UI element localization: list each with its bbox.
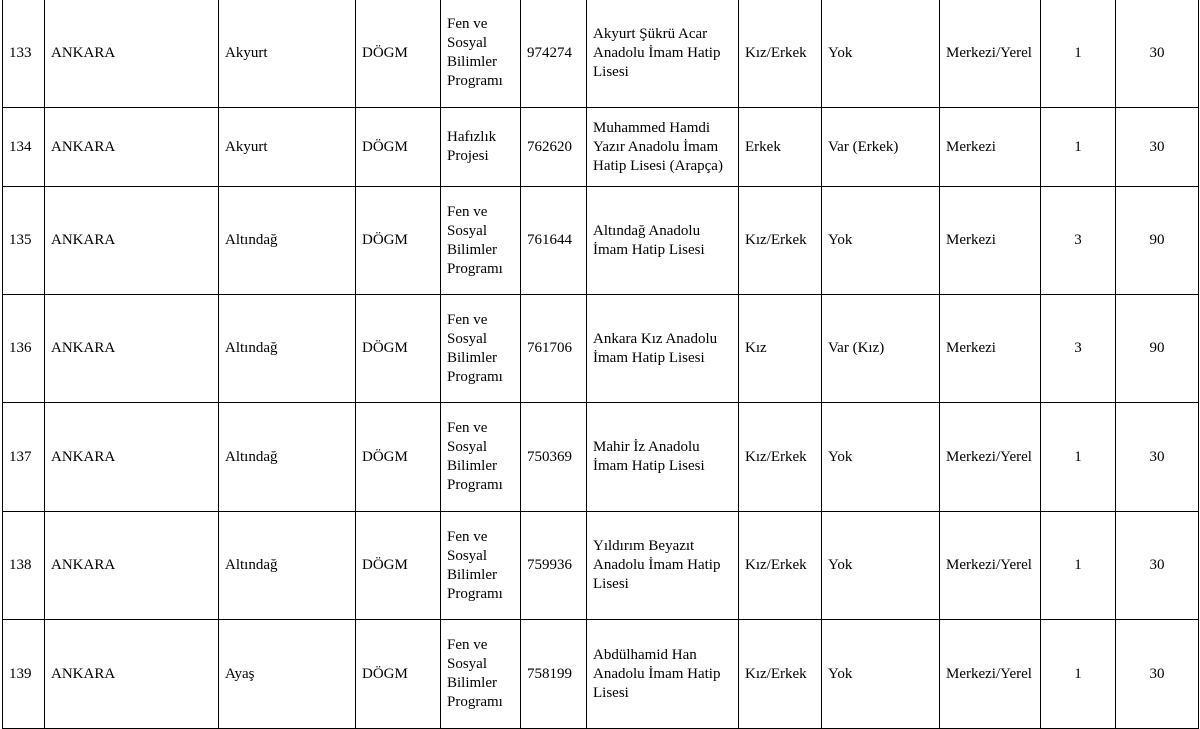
district-cell: Akyurt: [219, 108, 356, 187]
school-name-cell: Abdülhamid Han Anadolu İmam Hatip Lisesi: [587, 620, 739, 729]
school-name-cell: Altındağ Anadolu İmam Hatip Lisesi: [587, 187, 739, 295]
province-cell: ANKARA: [45, 295, 219, 403]
row-number: 138: [3, 512, 45, 620]
school-name-cell: Ankara Kız Anadolu İmam Hatip Lisesi: [587, 295, 739, 403]
school-name-cell: Muhammed Hamdi Yazır Anadolu İmam Hatip Lisesi (Arapça): [587, 108, 739, 187]
school-name-cell: Yıldırım Beyazıt Anadolu İmam Hatip Lisesi: [587, 512, 739, 620]
table-row: [3, 187, 1199, 295]
quota-cell: 30: [1116, 108, 1199, 187]
quota-cell: 30: [1116, 403, 1199, 512]
dormitory-cell: Yok: [822, 512, 940, 620]
unit-cell: DÖGM: [356, 403, 441, 512]
quota-cell: 30: [1116, 512, 1199, 620]
program-cell: Fen ve Sosyal Bilimler Programı: [441, 403, 521, 512]
quota-cell: 90: [1116, 295, 1199, 403]
district-cell: Altındağ: [219, 403, 356, 512]
institution-code-cell: 759936: [521, 512, 587, 620]
section-count-cell: 1: [1041, 0, 1116, 108]
table-row: [3, 512, 1199, 620]
province-cell: ANKARA: [45, 620, 219, 729]
program-cell: Fen ve Sosyal Bilimler Programı: [441, 187, 521, 295]
institution-code-cell: 974274: [521, 0, 587, 108]
school-table: [2, 0, 1199, 729]
dormitory-cell: Yok: [822, 187, 940, 295]
province-cell: ANKARA: [45, 0, 219, 108]
gender-cell: Erkek: [739, 108, 822, 187]
row-number: 137: [3, 403, 45, 512]
district-cell: Altındağ: [219, 187, 356, 295]
dormitory-cell: Yok: [822, 403, 940, 512]
table-row: [3, 295, 1199, 403]
gender-cell: Kız/Erkek: [739, 0, 822, 108]
program-cell: Hafızlık Projesi: [441, 108, 521, 187]
province-cell: ANKARA: [45, 108, 219, 187]
unit-cell: DÖGM: [356, 0, 441, 108]
gender-cell: Kız/Erkek: [739, 403, 822, 512]
section-count-cell: 3: [1041, 187, 1116, 295]
section-count-cell: 1: [1041, 620, 1116, 729]
gender-cell: Kız/Erkek: [739, 620, 822, 729]
unit-cell: DÖGM: [356, 108, 441, 187]
section-count-cell: 3: [1041, 295, 1116, 403]
institution-code-cell: 761706: [521, 295, 587, 403]
row-number: 134: [3, 108, 45, 187]
quota-cell: 90: [1116, 187, 1199, 295]
district-cell: Altındağ: [219, 295, 356, 403]
program-cell: Fen ve Sosyal Bilimler Programı: [441, 295, 521, 403]
district-cell: Altındağ: [219, 512, 356, 620]
program-cell: Fen ve Sosyal Bilimler Programı: [441, 620, 521, 729]
row-number: 136: [3, 295, 45, 403]
dormitory-cell: Var (Kız): [822, 295, 940, 403]
section-count-cell: 1: [1041, 512, 1116, 620]
school-name-cell: Mahir İz Anadolu İmam Hatip Lisesi: [587, 403, 739, 512]
table-row: [3, 0, 1199, 108]
gender-cell: Kız/Erkek: [739, 187, 822, 295]
institution-code-cell: 761644: [521, 187, 587, 295]
dormitory-cell: Var (Erkek): [822, 108, 940, 187]
institution-code-cell: 750369: [521, 403, 587, 512]
program-cell: Fen ve Sosyal Bilimler Programı: [441, 0, 521, 108]
placement-cell: Merkezi: [940, 295, 1041, 403]
province-cell: ANKARA: [45, 187, 219, 295]
table-body: [3, 0, 1199, 729]
dormitory-cell: Yok: [822, 0, 940, 108]
province-cell: ANKARA: [45, 403, 219, 512]
quota-cell: 30: [1116, 0, 1199, 108]
placement-cell: Merkezi/Yerel: [940, 0, 1041, 108]
placement-cell: Merkezi: [940, 187, 1041, 295]
unit-cell: DÖGM: [356, 512, 441, 620]
placement-cell: Merkezi/Yerel: [940, 403, 1041, 512]
district-cell: Akyurt: [219, 0, 356, 108]
placement-cell: Merkezi: [940, 108, 1041, 187]
gender-cell: Kız/Erkek: [739, 512, 822, 620]
program-cell: Fen ve Sosyal Bilimler Programı: [441, 512, 521, 620]
placement-cell: Merkezi/Yerel: [940, 512, 1041, 620]
section-count-cell: 1: [1041, 403, 1116, 512]
table-row: [3, 108, 1199, 187]
district-cell: Ayaş: [219, 620, 356, 729]
institution-code-cell: 758199: [521, 620, 587, 729]
province-cell: ANKARA: [45, 512, 219, 620]
unit-cell: DÖGM: [356, 187, 441, 295]
row-number: 133: [3, 0, 45, 108]
section-count-cell: 1: [1041, 108, 1116, 187]
quota-cell: 30: [1116, 620, 1199, 729]
placement-cell: Merkezi/Yerel: [940, 620, 1041, 729]
gender-cell: Kız: [739, 295, 822, 403]
row-number: 135: [3, 187, 45, 295]
institution-code-cell: 762620: [521, 108, 587, 187]
table-row: [3, 403, 1199, 512]
unit-cell: DÖGM: [356, 295, 441, 403]
unit-cell: DÖGM: [356, 620, 441, 729]
row-number: 139: [3, 620, 45, 729]
school-name-cell: Akyurt Şükrü Acar Anadolu İmam Hatip Lisesi: [587, 0, 739, 108]
dormitory-cell: Yok: [822, 620, 940, 729]
table-row: [3, 620, 1199, 729]
